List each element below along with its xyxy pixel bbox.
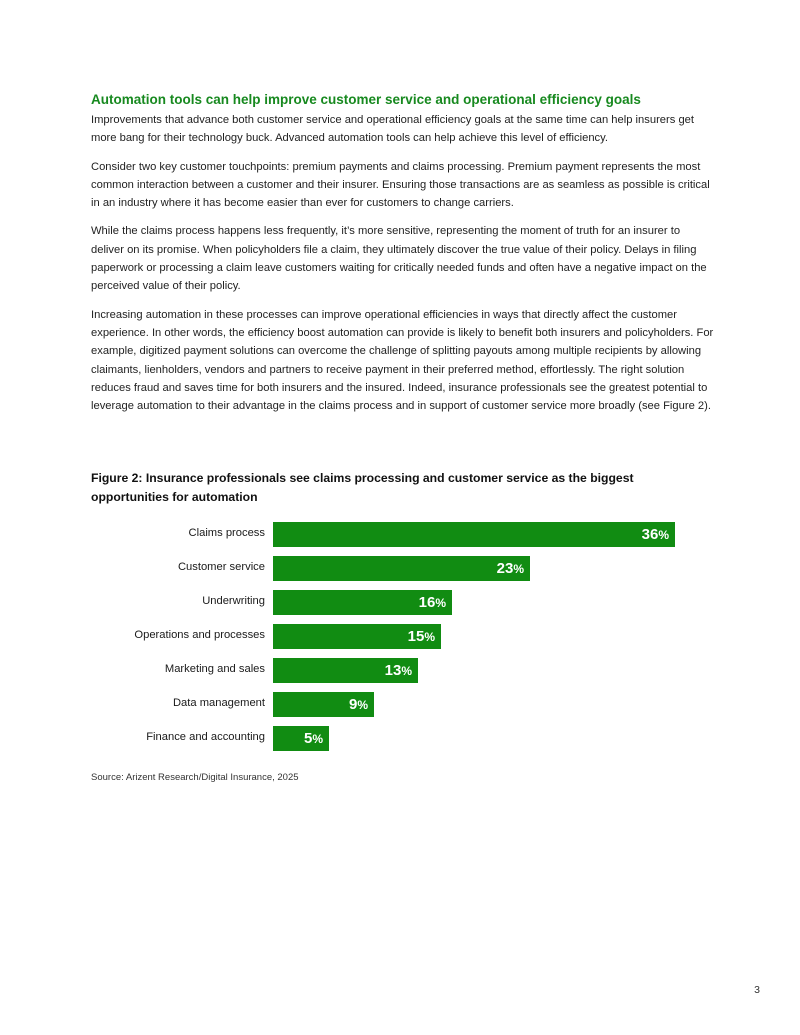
bar-value-suffix: % xyxy=(435,596,446,610)
bar-row xyxy=(91,726,691,752)
figure-title: Figure 2: Insurance professionals see claims processing and customer service as the biggest opportunities for automation xyxy=(91,471,634,504)
bar-value-number: 13 xyxy=(384,662,402,679)
bar-label: Underwriting xyxy=(202,595,265,607)
bar-row xyxy=(91,692,691,718)
bar-label: Operations and processes xyxy=(134,629,265,641)
bar xyxy=(273,590,452,615)
bar-label: Marketing and sales xyxy=(164,663,265,675)
bar-label: Finance and accounting xyxy=(146,731,265,743)
bar-value-label xyxy=(497,556,524,582)
bar-row xyxy=(91,556,691,582)
paragraph-3: While the claims process happens less frequently, it’s more sensitive, representing the moment of truth for an insurer to deliver on its promise. When policyholders file a claim, they ultimately discover the true value of their policy. Delays in filing paperwork or processing a claim leave customers waiting for critically needed funds and often have a negative impact on the perceived value of their policy. xyxy=(91,225,707,293)
bar-value-number: 5 xyxy=(303,730,313,747)
bar xyxy=(273,556,530,581)
bar-chart xyxy=(91,518,691,758)
bar xyxy=(273,692,374,717)
bar-row xyxy=(91,658,691,684)
paragraph-4: Increasing automation in these processes can improve operational efficiencies in ways that directly affect the customer experience. In other words, the efficiency boost automation can provide is likely to benefit both insurers and policyholders. For example, digitized payment solutions can overcome the challenge of splitting payouts among multiple recipients by allowing claimants, lienholders, vendors and partners to receive payment in their preferred method, effortlessly. The right solution reduces fraud and saves time for both insurers and the insured. Indeed, insurance professionals see the greatest potential to leverage automation to their advantage in the claims process and in support of customer service more broadly (see Figure 2). xyxy=(91,308,714,413)
bar xyxy=(273,726,329,751)
bar-row xyxy=(91,522,691,548)
bar xyxy=(273,624,441,649)
page-number: 3 xyxy=(754,984,760,996)
section-heading: Automation tools can help improve customer service and operational efficiency goals xyxy=(91,92,641,107)
bar-value-number: 36 xyxy=(641,526,659,543)
bar-value-number: 9 xyxy=(348,696,358,713)
bar-value-suffix: % xyxy=(513,562,524,576)
bar-value-label xyxy=(385,658,412,684)
paragraph-2: Consider two key customer touchpoints: premium payments and claims processing. Premium payment represents the most common interaction between a customer and their insurer. Ensuring those transactions are as seamless as possible is critical in an industry where it has become easier than ever for customers to change carriers. xyxy=(91,160,710,210)
bar-label: Claims process xyxy=(188,527,265,539)
bar-value-label xyxy=(642,522,669,548)
bar xyxy=(273,522,675,547)
bar-value-suffix: % xyxy=(357,698,368,712)
paragraph-1: Improvements that advance both customer service and operational efficiency goals at the same time can help insurers get more bang for their technology buck. Advanced automation tools can help achieve this level of efficiency. xyxy=(91,114,694,145)
bar-value-suffix: % xyxy=(401,664,412,678)
bar-value-suffix: % xyxy=(312,732,323,746)
bar-label: Data management xyxy=(172,697,265,709)
bar-value-number: 16 xyxy=(418,594,436,611)
bar-label: Customer service xyxy=(177,561,265,573)
bar-row xyxy=(91,590,691,616)
bar-row xyxy=(91,624,691,650)
bar-value-number: 15 xyxy=(407,628,425,645)
bar-value-suffix: % xyxy=(424,630,435,644)
bar-value-label xyxy=(304,726,323,752)
bar-value-number: 23 xyxy=(496,560,514,577)
bar xyxy=(273,658,418,683)
article xyxy=(91,90,716,425)
bar-value-label xyxy=(408,624,435,650)
bar-value-suffix: % xyxy=(658,528,669,542)
bar-value-label xyxy=(419,590,446,616)
bar-value-label xyxy=(349,692,368,718)
figure-source: Source: Arizent Research/Digital Insurance, 2025 xyxy=(91,772,299,783)
